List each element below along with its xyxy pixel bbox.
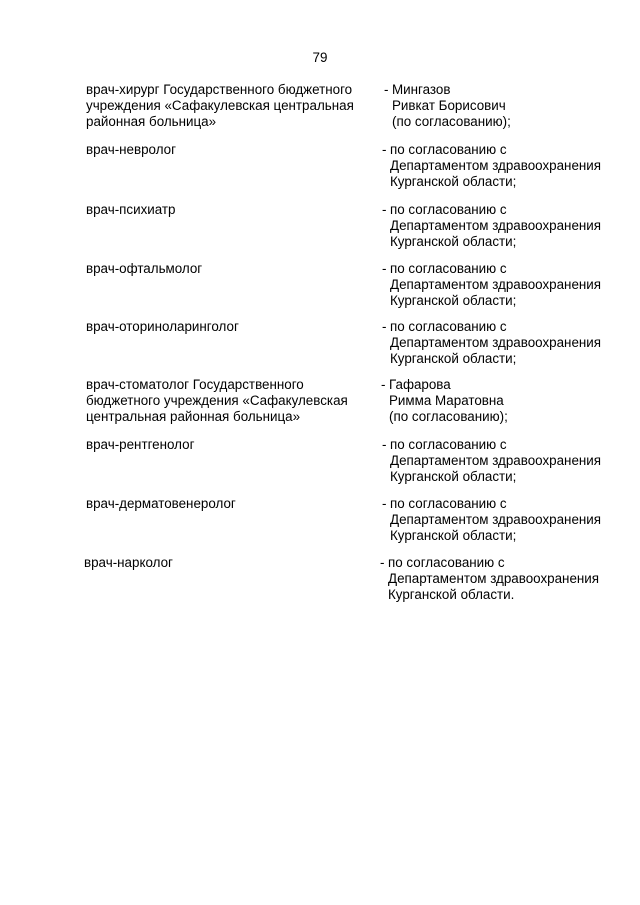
member-text: по согласованию с Департаментом здравоохранения Курганской области;	[390, 437, 602, 484]
member-text: по согласованию с Департаментом здравоохранения Курганской области;	[390, 142, 602, 189]
member-text: по согласованию с Департаментом здравоохранения Курганской области;	[390, 319, 602, 366]
dash-marker: -	[380, 555, 385, 570]
page-number: 79	[312, 50, 328, 65]
role-text: врач-нарколог	[84, 555, 173, 570]
role-text: врач-оториноларинголог	[86, 319, 239, 334]
dash-marker: -	[381, 377, 386, 392]
role-text: врач-хирург Государственного бюджетного учреждения «Сафакулевская центральная районная больница»	[86, 82, 354, 129]
dash-marker: -	[382, 261, 387, 276]
role-text: врач-психиатр	[86, 202, 176, 217]
member-text: по согласованию с Департаментом здравоохранения Курганской области.	[388, 555, 600, 602]
dash-marker: -	[384, 82, 389, 97]
member-text: по согласованию с Департаментом здравоохранения Курганской области;	[390, 202, 602, 249]
member-text: Гафарова Римма Маратовна (по согласованию);	[389, 377, 508, 424]
dash-marker: -	[382, 437, 387, 452]
role-text: врач-офтальмолог	[86, 261, 203, 276]
role-text: врач-невролог	[86, 142, 177, 157]
member-text: по согласованию с Департаментом здравоохранения Курганской области;	[390, 496, 602, 543]
member-text: по согласованию с Департаментом здравоохранения Курганской области;	[390, 261, 602, 308]
role-text: врач-стоматолог Государственного бюджетного учреждения «Сафакулевская центральная районная больница»	[86, 377, 348, 424]
role-text: врач-рентгенолог	[86, 437, 195, 452]
dash-marker: -	[382, 496, 387, 511]
dash-marker: -	[382, 202, 387, 217]
dash-marker: -	[382, 319, 387, 334]
member-text: Мингазов Ривкат Борисович (по согласованию);	[392, 82, 511, 129]
dash-marker: -	[382, 142, 387, 157]
role-text: врач-дерматовенеролог	[86, 496, 236, 511]
